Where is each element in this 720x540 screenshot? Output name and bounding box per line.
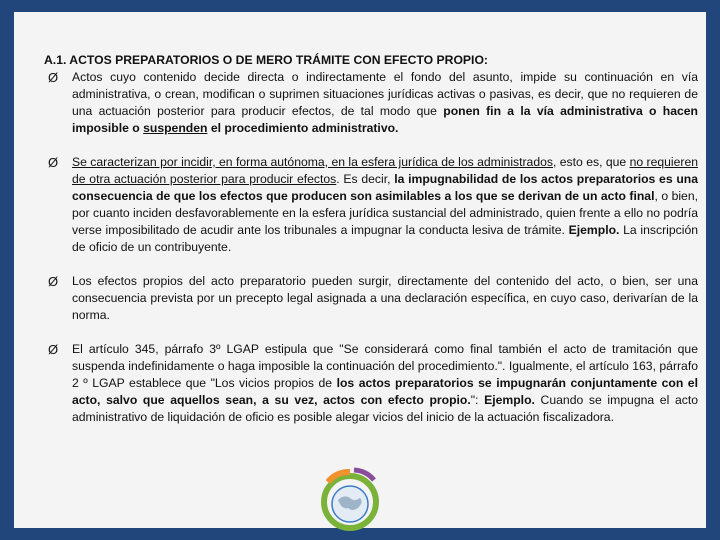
p4-bold-1: los actos preparatorios se impugnarán conjuntamente con el acto, salvo que aquellos sean, a su vez, actos con efecto propio.: [72, 376, 698, 407]
p1-bold-2: el procedimiento administrativo.: [207, 121, 399, 135]
p1-text: Actos cuyo contenido decide directa o indirectamente el fondo del asunto, impide su continuación en vía administrativa, o crean, modifican o suprimen situaciones jurídicas activas o pasivas, es decir, que no requieren de una actuación posterior para producir efectos, de tal modo que: [72, 70, 698, 118]
p4-text-3: Cuando se impugna el acto administrativo de liquidación de oficio es posible alegar vicios del inicio de la actuación fiscalizadora.: [72, 393, 698, 424]
p2-underline-1: Se caracterizan por incidir, en forma autónoma, en la esfera jurídica de los administrados: [72, 155, 553, 169]
p4-text-1: El artículo 345, párrafo 3º LGAP estipula que "Se considerará como final también el acto de tramitación que suspenda indefinidamente o haga imposible la continuación del procedimiento.". Igualmente, el artículo 163, párrafo 2 º LGAP establece que "Los vicios propios de: [72, 342, 698, 390]
p2-example-label: Ejemplo.: [568, 223, 620, 237]
p2-underline-2: no requieren de otra actuación posterior para producir efectos: [72, 155, 698, 186]
bullet-item-1: [44, 69, 698, 137]
bullet-item-2: [44, 154, 698, 256]
p2-text-1: , esto es, que: [553, 155, 630, 169]
p4-example-label: Ejemplo.: [484, 393, 535, 407]
p2-text-2: . Es decir,: [336, 172, 395, 186]
slide-content: [44, 52, 698, 426]
p2-bold-1: la impugnabilidad de los actos preparatorios es una consecuencia de que los efectos que producen son asimilables a los que se derivan de un acto final: [72, 172, 698, 203]
p4-text-2: ":: [470, 393, 485, 407]
globe-logo-icon: [314, 462, 386, 534]
arrow-bullet-icon: Ø: [48, 342, 59, 357]
p3-text: Los efectos propios del acto preparatorio pueden surgir, directamente del contenido del acto, o bien, ser una consecuencia prevista por un precepto legal asignada a una declaración específica, en cuyo caso, derivarían de la norma.: [72, 274, 698, 322]
slide-frame: [14, 12, 706, 528]
p1-bold-1: ponen fin a la vía administrativa o hacen imposible o: [72, 104, 698, 135]
arrow-bullet-icon: Ø: [48, 274, 59, 289]
p2-text-3: , o bien, por cuanto inciden desfavorablemente en la esfera jurídica sustancial del administrado, quien frente a ello no podría verse imposibilitado de acudir ante los tribunales a impugnar la conducta lesiva de trámite.: [72, 189, 698, 237]
p2-text-4: La inscripción de oficio de un contribuyente.: [72, 223, 699, 254]
arrow-bullet-icon: Ø: [48, 155, 59, 170]
p1-underline: suspenden: [143, 121, 208, 135]
bullet-item-3: [44, 273, 698, 324]
bullet-item-4: [44, 341, 698, 426]
arrow-bullet-icon: Ø: [48, 70, 59, 85]
section-title: A.1. ACTOS PREPARATORIOS O DE MERO TRÁMITE CON EFECTO PROPIO:: [44, 53, 488, 67]
